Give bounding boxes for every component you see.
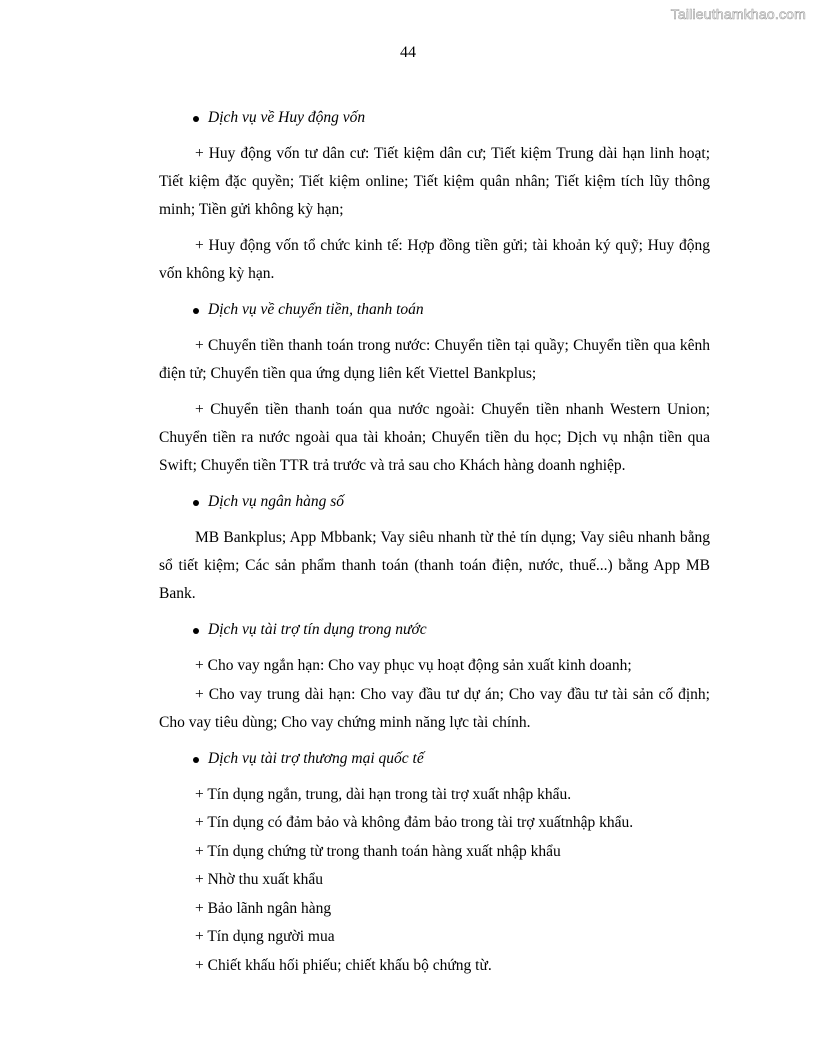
section-heading-money-transfer [159,296,710,324]
bullet-icon [193,757,199,763]
section-heading-text: Dịch vụ tài trợ thương mại quốc tế [208,749,424,767]
section-heading-text: Dịch vụ tài trợ tín dụng trong nước [208,621,427,638]
watermark-text: Tailieuthamkhao.com [670,6,806,22]
section-heading-domestic-credit [159,616,710,644]
list-line: + Tín dụng chứng từ trong thanh toán hàng xuất nhập khẩu [195,842,561,860]
page-number: 44 [400,44,416,61]
bullet-icon [193,628,199,634]
list-line: + Tín dụng người mua [195,928,335,945]
section-heading-text: Dịch vụ về chuyển tiền, thanh toán [208,301,424,318]
section-heading-text: Dịch vụ về Huy động vốn [208,109,366,126]
list-line: + Chiết khấu hối phiếu; chiết khấu bộ chứng từ. [195,956,492,974]
paragraph: MB Bankplus; App Mbbank; Vay siêu nhanh từ thẻ tín dụng; Vay siêu nhanh bằng sổ tiết kiệm; Các sản phẩm thanh toán (thanh toán điện, nước, thuế...) bằng App MB Bank. [159,529,710,602]
list-line: + Bảo lãnh ngân hàng [195,899,332,917]
paragraph: + Chuyển tiền thanh toán trong nước: Chuyển tiền tại quầy; Chuyển tiền qua kênh điện tử; Chuyển tiền qua ứng dụng liên kết Viettel Bankplus; [159,337,710,382]
paragraph: + Huy động vốn tư dân cư: Tiết kiệm dân cư; Tiết kiệm Trung dài hạn linh hoạt; Tiết kiệm đặc quyền; Tiết kiệm online; Tiết kiệm quân nhân; Tiết kiệm tích lũy thông minh; Tiền gửi không kỳ hạn; [159,145,710,218]
section-heading-trade-finance [159,745,710,773]
list-line: + Nhờ thu xuất khẩu [195,871,324,888]
list-line: + Cho vay ngắn hạn: Cho vay phục vụ hoạt động sản xuất kinh doanh; [195,657,632,674]
list-line: + Tín dụng ngắn, trung, dài hạn trong tài trợ xuất nhập khẩu. [195,785,572,803]
bullet-icon [193,308,199,314]
list-line: + Tín dụng có đảm bảo và không đảm bảo trong tài trợ xuấtnhập khẩu. [195,814,634,831]
document-body [159,104,710,980]
section-heading-text: Dịch vụ ngân hàng số [208,493,345,510]
paragraph: + Cho vay trung dài hạn: Cho vay đầu tư dự án; Cho vay đầu tư tài sản cố định; Cho vay tiêu dùng; Cho vay chứng minh năng lực tài chính. [159,685,710,731]
paragraph: + Chuyển tiền thanh toán qua nước ngoài: Chuyển tiền nhanh Western Union; Chuyển tiền ra nước ngoài qua tài khoản; Chuyển tiền du học; Dịch vụ nhận tiền qua Swift; Chuyển tiền TTR trả trước và trả sau cho Khách hàng doanh nghiệp. [159,401,710,474]
bullet-icon [193,500,199,506]
paragraph: + Huy động vốn tổ chức kinh tế: Hợp đồng tiền gửi; tài khoản ký quỹ; Huy động vốn không kỳ hạn. [159,237,710,282]
section-heading-digital-banking [159,488,710,516]
bullet-icon [193,116,199,122]
section-heading-capital-mobilization [159,104,710,132]
